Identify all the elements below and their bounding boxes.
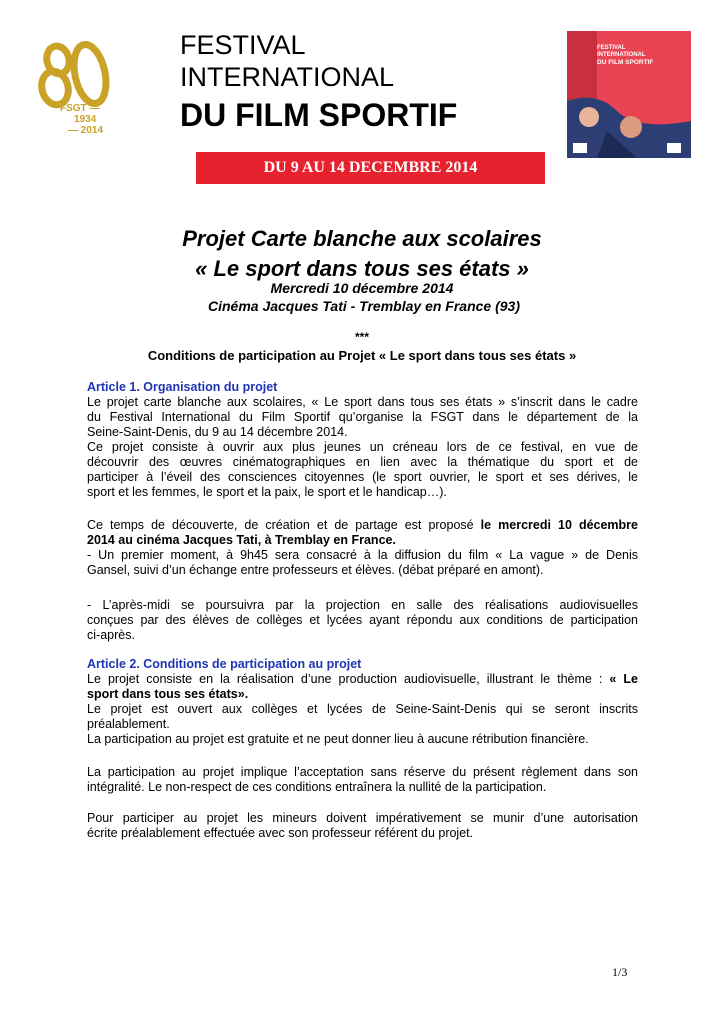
logo-80-graphic [38, 40, 114, 110]
article1-line: participer à l’éveil des consciences citoyennes (le sport ouvrier, le sport et ses dérives, le [87, 470, 638, 484]
article2-p2-line: intégralité. Le non-respect de ces conditions entraînera la nullité de la participation. [87, 780, 547, 794]
conditions-heading: Conditions de participation au Projet « Le sport dans tous ses états » [147, 348, 577, 363]
article1-heading: Article 1. Organisation du projet [87, 380, 278, 394]
article2-theme: sport dans tous ses états». [87, 687, 249, 701]
article2-block [87, 657, 638, 747]
separator: *** [354, 330, 369, 344]
article1-p3-line: ci-après. [87, 628, 135, 642]
article2-heading: Article 2. Conditions de participation au projet [87, 657, 362, 671]
header-title-line1: FESTIVAL [180, 30, 306, 60]
article1-line: Seine-Saint-Denis, du 9 au 14 décembre 2014. [87, 425, 348, 439]
fsgt-80-logo [38, 40, 114, 136]
article1-line: du Festival International du Film Sportif qu’organise la FSGT dans le département de la [87, 410, 638, 424]
article1-p2-bold-venue: 2014 au cinéma Jacques Tati, à Tremblay en France. [87, 533, 396, 547]
article2-p2-line: La participation au projet implique l’acceptation sans réserve du présent règlement dans son [87, 765, 638, 779]
article1-line: découvrir des œuvres cinématographiques en lien avec la thématique du sport et de [87, 455, 638, 469]
poster-line2: INTERNATIONAL [597, 52, 646, 58]
logo-year-start: 1934 [74, 114, 97, 125]
poster-artwork [567, 31, 691, 158]
page-number: 1/3 [612, 965, 628, 979]
article2-theme-open: « Le [609, 672, 638, 686]
event-date: Mercredi 10 décembre 2014 [270, 280, 454, 296]
article2-paragraph3 [87, 811, 638, 841]
header-title-line2: INTERNATIONAL [180, 62, 395, 92]
date-banner [196, 152, 545, 184]
article1-block [87, 380, 638, 500]
article1-p2-line1 [87, 518, 638, 533]
project-subtitle: « Le sport dans tous ses états » [195, 256, 529, 281]
date-banner-text: DU 9 AU 14 DECEMBRE 2014 [263, 159, 478, 176]
article1-line: Ce projet consiste à ouvrir aux plus jeunes un créneau lors de ce festival, en vue de [87, 440, 638, 454]
article2-p3-line: Pour participer au projet les mineurs doivent impérativement se munir d’une autorisation [87, 811, 638, 825]
article1-paragraph3 [87, 598, 638, 643]
article2-line: Le projet est ouvert aux collèges et lycées de Seine-Saint-Denis qui se seront inscrits [87, 702, 638, 716]
article2-paragraph2 [87, 765, 638, 795]
article1-p3-line: conçues par des élèves de collèges et lycées ayant répondu aux conditions de participation [87, 613, 638, 627]
event-venue: Cinéma Jacques Tati - Tremblay en France (93) [207, 298, 520, 314]
article1-p2-line: Gansel, suivi d’un échange entre professeurs et élèves. (débat préparé en amont). [87, 563, 544, 577]
article2-line: préalablement. [87, 717, 170, 731]
article1-line: Le projet carte blanche aux scolaires, « Le sport dans tous ses états » s’inscrit dans le cadre [87, 395, 638, 409]
article2-line1-text: Le projet consiste en la réalisation d’une production audiovisuelle, illustrant le thème : [87, 672, 610, 686]
poster-line1: FESTIVAL [597, 45, 626, 51]
article1-p2-bold-date: le mercredi 10 décembre [480, 518, 638, 532]
article1-p2-text: Ce temps de découverte, de création et de partage est proposé [87, 518, 481, 532]
article1-p3-line: - L’après-midi se poursuivra par la projection en salle des réalisations audiovisuelles [87, 598, 638, 612]
poster-line3: DU FILM SPORTIF [597, 59, 654, 66]
article2-line: La participation au projet est gratuite et ne peut donner lieu à aucune rétribution financière. [87, 732, 589, 746]
article1-paragraph2 [87, 518, 638, 578]
article2-line1 [87, 672, 638, 687]
logo-org: FSGT — [60, 103, 100, 114]
header-title-line3: DU FILM SPORTIF [180, 97, 458, 133]
article1-p2-line: - Un premier moment, à 9h45 sera consacré à la diffusion du film « La vague » de Denis [87, 548, 638, 562]
article1-line: sport et les femmes, le sport et la paix, le sport et le handicap…). [87, 485, 447, 499]
article2-p3-line: écrite préalablement effectuée avec son professeur référent du projet. [87, 826, 474, 840]
project-title: Projet Carte blanche aux scolaires [182, 226, 542, 251]
logo-year-end: — 2014 [68, 125, 104, 136]
festival-poster [567, 31, 691, 158]
